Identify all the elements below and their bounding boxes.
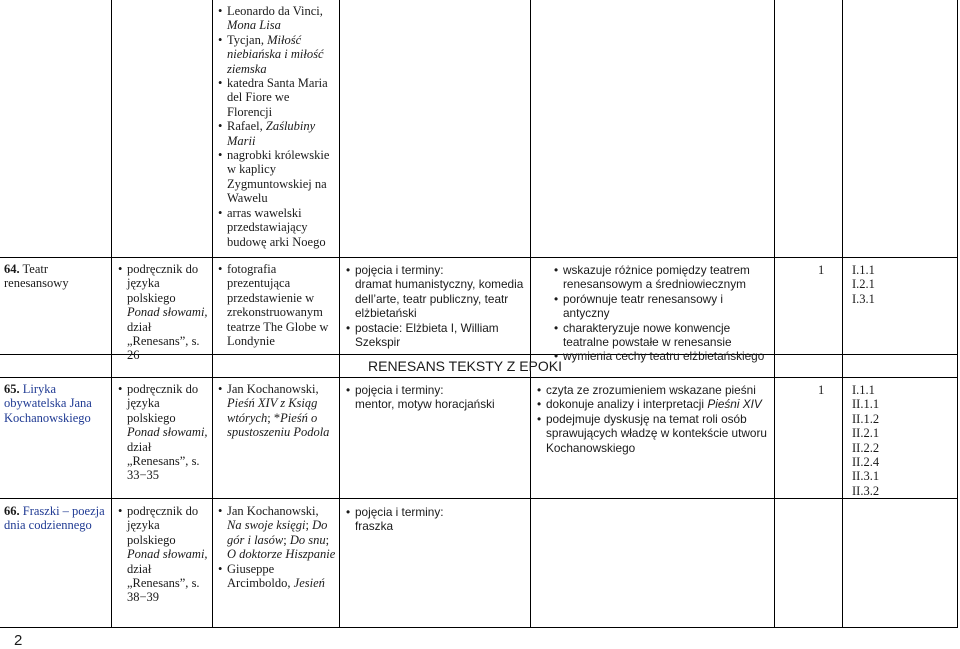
requirement-code: I.1.1 [852,263,875,277]
textbook-item: • podręcznik do języka polskiego Ponad słowami, dział „Renesans”, s. 33−35 [118,382,210,483]
goal-item: • charakteryzuje nowe konwencje teatralne powstałe w renesansie [554,321,768,350]
row-border-3 [0,377,958,378]
goal-item: • czyta ze zrozumieniem wskazane pieśni [537,383,771,397]
col-border-3 [339,0,340,627]
materials-cell [218,382,336,440]
col-border-1 [111,0,112,627]
requirement-code: I.2.1 [852,277,875,292]
section-header: RENESANS TEKSTY Z EPOKI [368,358,562,374]
concepts-cell [346,505,530,534]
requirement-code: I.1.1 [852,383,875,397]
materials-cell [218,262,336,348]
lesson-number: 64. [4,262,20,276]
row-border-1 [0,257,958,258]
goal-item: • podejmuje dyskusję na temat roli osób sprawujących władzę w kontekście utworu Kochanowskiego [537,412,771,455]
textbook-item: • podręcznik do języka polskiego Ponad słowami, dział „Renesans”, s. 26 [118,262,210,363]
requirement-code: II.1.2 [852,411,880,426]
goal-item: • wymienia cechy teatru elżbietańskiego [554,349,768,363]
goal-item: • dokonuje analizy i interpretacji Pieśni XIV [537,397,771,411]
requirement-code: II.3.1 [852,469,880,484]
material-item: • Jan Kochanowski, Na swoje księgi; Do gór i lasów; Do snu; O doktorze Hiszpanie [218,504,336,562]
concepts-cell [346,263,530,349]
work-item: • nagrobki królewskie w kaplicy Zygmuntowskiej na Wawelu [218,148,336,206]
requirement-code: II.1.1 [852,397,880,412]
lesson-title: Fraszki – poezja dnia codziennego [4,504,105,533]
col-border-2 [212,0,213,627]
col-border-6 [842,0,843,627]
requirements-cell [852,383,879,498]
work-item: • Leonardo da Vinci, Mona Lisa [218,4,336,33]
materials-cell [218,504,336,590]
requirement-code: II.3.2 [852,483,880,498]
hours-cell: 1 [818,383,825,397]
requirement-code: II.2.1 [852,426,880,441]
lesson-number: 66. [4,504,20,518]
lesson-title-cell [4,504,108,533]
col-border-7 [957,0,958,627]
requirements-cell [852,263,875,306]
work-item: • Tycjan, Miłość niebiańska i miłość ziemska [218,33,336,76]
concept-item: • pojęcia i terminy: fraszka [346,505,530,534]
goals-cell [537,383,771,455]
concepts-cell [346,383,530,412]
requirement-code: II.2.2 [852,440,880,455]
textbook-cell [118,382,210,483]
lesson-title: Liryka obywatelska Jana Kochanowskiego [4,382,92,425]
col-border-5 [774,0,775,627]
lesson-number: 65. [4,382,20,396]
lesson-title-cell [4,382,108,425]
works-list [218,4,336,249]
textbook-cell [118,504,210,605]
goal-item: • porównuje teatr renesansowy i antyczny [554,292,768,321]
work-item: • arras wawelski przedstawiający budowę arki Noego [218,206,336,249]
textbook-item: • podręcznik do języka polskiego Ponad słowami, dział „Renesans”, s. 38−39 [118,504,210,605]
lesson-title-cell [4,262,108,291]
material-item: • Jan Kochanowski, Pieśń XIV z Ksiąg wtórych; *Pieśń o spustoszeniu Podola [218,382,336,440]
material-item: • fotografia prezentująca przedstawienie w zrekonstruowanym teatrze The Globe w Londynie [218,262,336,348]
work-item: • Rafael, Zaślubiny Marii [218,119,336,148]
requirement-code: II.2.4 [852,455,880,470]
textbook-cell [118,262,210,363]
requirement-code: I.3.1 [852,291,875,306]
work-item: • katedra Santa Maria del Fiore we Florencji [218,76,336,119]
lesson-title: Teatr renesansowy [4,262,69,291]
concept-item: • postacie: Elżbieta I, William Szekspir [346,321,530,350]
page-number: 2 [14,632,23,649]
concept-item: • pojęcia i terminy: dramat humanistyczny, komedia dell’arte, teatr publiczny, teatr elżbietański [346,263,530,321]
goal-item: • wskazuje różnice pomiędzy teatrem renesansowym a średniowiecznym [554,263,768,292]
concept-item: • pojęcia i terminy: mentor, motyw horacjański [346,383,530,412]
col-border-4 [530,0,531,627]
goals-cell [554,263,768,364]
top-works-cell [218,4,336,249]
row-border-5 [0,627,958,628]
row-border-4 [0,498,958,499]
hours-cell: 1 [818,263,825,277]
material-item: • Giuseppe Arcimboldo, Jesień [218,562,336,591]
